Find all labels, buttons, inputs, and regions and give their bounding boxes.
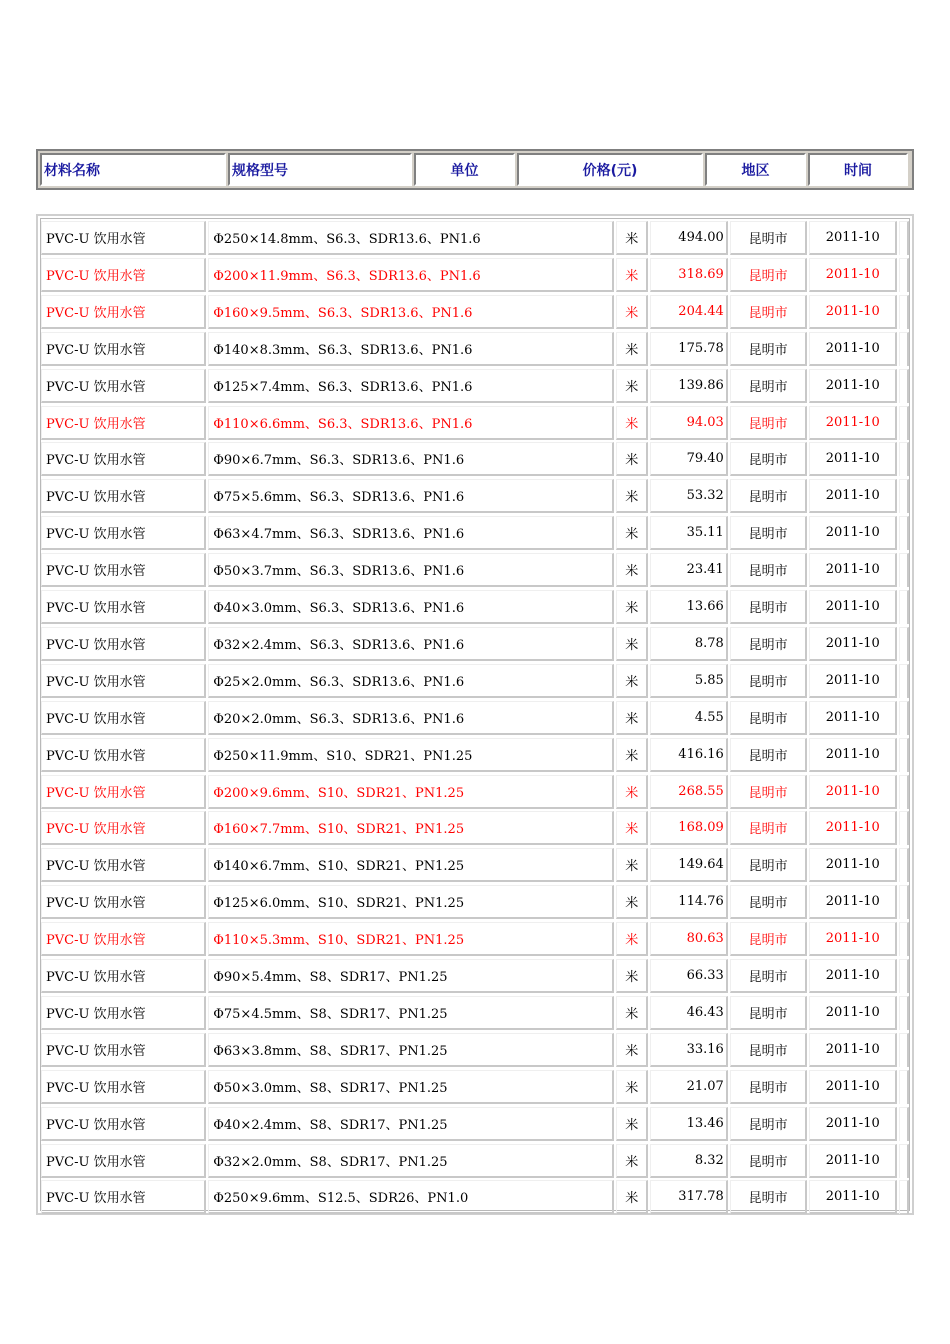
cell-spacer <box>899 332 909 366</box>
cell-unit: 米 <box>616 1107 648 1141</box>
cell-material-name: PVC-U 饮用水管 <box>41 811 206 845</box>
cell-material-name: PVC-U 饮用水管 <box>41 959 206 993</box>
cell-spec-model: Φ50×3.7mm、S6.3、SDR13.6、PN1.6 <box>208 553 614 587</box>
cell-material-name: PVC-U 饮用水管 <box>41 922 206 956</box>
table-row <box>41 883 909 920</box>
table-row <box>41 1142 909 1179</box>
cell-spec-model: Φ50×3.0mm、S8、SDR17、PN1.25 <box>208 1070 614 1104</box>
cell-price: 66.33 <box>650 959 728 993</box>
cell-price: 139.86 <box>650 369 728 403</box>
cell-unit: 米 <box>616 258 648 292</box>
cell-time: 2011-10 <box>809 1033 897 1067</box>
cell-spacer <box>899 516 909 550</box>
cell-material-name: PVC-U 饮用水管 <box>41 848 206 882</box>
cell-material-name: PVC-U 饮用水管 <box>41 1070 206 1104</box>
cell-time: 2011-10 <box>809 553 897 587</box>
cell-time: 2011-10 <box>809 406 897 440</box>
table-row <box>41 477 909 514</box>
cell-unit: 米 <box>616 553 648 587</box>
cell-unit: 米 <box>616 1144 648 1178</box>
cell-spec-model: Φ140×8.3mm、S6.3、SDR13.6、PN1.6 <box>208 332 614 366</box>
table-row <box>41 1178 909 1215</box>
header-region: 地区 <box>705 153 806 186</box>
cell-time: 2011-10 <box>809 1070 897 1104</box>
cell-spec-model: Φ250×11.9mm、S10、SDR21、PN1.25 <box>208 738 614 772</box>
table-row <box>41 1031 909 1068</box>
cell-price: 53.32 <box>650 479 728 513</box>
cell-time: 2011-10 <box>809 885 897 919</box>
cell-time: 2011-10 <box>809 1107 897 1141</box>
cell-spec-model: Φ160×7.7mm、S10、SDR21、PN1.25 <box>208 811 614 845</box>
cell-material-name: PVC-U 饮用水管 <box>41 775 206 809</box>
cell-unit: 米 <box>616 406 648 440</box>
cell-region: 昆明市 <box>730 922 808 956</box>
cell-material-name: PVC-U 饮用水管 <box>41 627 206 661</box>
price-table-body <box>40 218 910 1211</box>
cell-price: 79.40 <box>650 442 728 476</box>
cell-unit: 米 <box>616 959 648 993</box>
cell-region: 昆明市 <box>730 1107 808 1141</box>
cell-region: 昆明市 <box>730 885 808 919</box>
cell-spec-model: Φ110×5.3mm、S10、SDR21、PN1.25 <box>208 922 614 956</box>
cell-material-name: PVC-U 饮用水管 <box>41 332 206 366</box>
table-header <box>36 149 914 190</box>
table-row <box>41 1105 909 1142</box>
cell-spec-model: Φ140×6.7mm、S10、SDR21、PN1.25 <box>208 848 614 882</box>
cell-spacer <box>899 959 909 993</box>
cell-time: 2011-10 <box>809 332 897 366</box>
cell-region: 昆明市 <box>730 627 808 661</box>
cell-time: 2011-10 <box>809 258 897 292</box>
cell-region: 昆明市 <box>730 369 808 403</box>
cell-spec-model: Φ125×7.4mm、S6.3、SDR13.6、PN1.6 <box>208 369 614 403</box>
table-row <box>41 330 909 367</box>
cell-spec-model: Φ75×5.6mm、S6.3、SDR13.6、PN1.6 <box>208 479 614 513</box>
cell-time: 2011-10 <box>809 775 897 809</box>
cell-price: 494.00 <box>650 221 728 255</box>
cell-region: 昆明市 <box>730 406 808 440</box>
cell-unit: 米 <box>616 479 648 513</box>
table-row <box>41 1068 909 1105</box>
header-time: 时间 <box>808 153 908 186</box>
cell-time: 2011-10 <box>809 590 897 624</box>
cell-region: 昆明市 <box>730 479 808 513</box>
cell-region: 昆明市 <box>730 701 808 735</box>
cell-unit: 米 <box>616 442 648 476</box>
cell-spec-model: Φ63×4.7mm、S6.3、SDR13.6、PN1.6 <box>208 516 614 550</box>
cell-unit: 米 <box>616 775 648 809</box>
cell-spacer <box>899 1180 909 1214</box>
cell-material-name: PVC-U 饮用水管 <box>41 442 206 476</box>
table-row <box>41 293 909 330</box>
cell-unit: 米 <box>616 590 648 624</box>
cell-time: 2011-10 <box>809 922 897 956</box>
cell-spec-model: Φ32×2.0mm、S8、SDR17、PN1.25 <box>208 1144 614 1178</box>
cell-spacer <box>899 885 909 919</box>
header-price: 价格(元) <box>517 153 703 186</box>
cell-spec-model: Φ160×9.5mm、S6.3、SDR13.6、PN1.6 <box>208 295 614 329</box>
cell-price: 23.41 <box>650 553 728 587</box>
table-row <box>41 551 909 588</box>
cell-spacer <box>899 1107 909 1141</box>
table-row <box>41 367 909 404</box>
table-row <box>41 514 909 551</box>
cell-price: 8.78 <box>650 627 728 661</box>
cell-price: 268.55 <box>650 775 728 809</box>
table-row <box>41 256 909 293</box>
cell-price: 21.07 <box>650 1070 728 1104</box>
cell-spacer <box>899 664 909 698</box>
cell-unit: 米 <box>616 369 648 403</box>
cell-region: 昆明市 <box>730 332 808 366</box>
cell-unit: 米 <box>616 885 648 919</box>
cell-region: 昆明市 <box>730 996 808 1030</box>
cell-unit: 米 <box>616 516 648 550</box>
cell-material-name: PVC-U 饮用水管 <box>41 221 206 255</box>
cell-region: 昆明市 <box>730 848 808 882</box>
cell-price: 114.76 <box>650 885 728 919</box>
cell-material-name: PVC-U 饮用水管 <box>41 590 206 624</box>
cell-material-name: PVC-U 饮用水管 <box>41 885 206 919</box>
cell-price: 175.78 <box>650 332 728 366</box>
cell-spacer <box>899 369 909 403</box>
cell-material-name: PVC-U 饮用水管 <box>41 369 206 403</box>
cell-time: 2011-10 <box>809 848 897 882</box>
cell-price: 46.43 <box>650 996 728 1030</box>
cell-material-name: PVC-U 饮用水管 <box>41 258 206 292</box>
cell-unit: 米 <box>616 922 648 956</box>
cell-material-name: PVC-U 饮用水管 <box>41 1033 206 1067</box>
cell-price: 33.16 <box>650 1033 728 1067</box>
cell-material-name: PVC-U 饮用水管 <box>41 1107 206 1141</box>
cell-spacer <box>899 221 909 255</box>
cell-time: 2011-10 <box>809 295 897 329</box>
cell-time: 2011-10 <box>809 369 897 403</box>
cell-material-name: PVC-U 饮用水管 <box>41 479 206 513</box>
cell-spacer <box>899 442 909 476</box>
cell-time: 2011-10 <box>809 442 897 476</box>
table-row <box>41 219 909 256</box>
cell-region: 昆明市 <box>730 811 808 845</box>
cell-time: 2011-10 <box>809 664 897 698</box>
cell-spec-model: Φ90×6.7mm、S6.3、SDR13.6、PN1.6 <box>208 442 614 476</box>
cell-price: 416.16 <box>650 738 728 772</box>
cell-material-name: PVC-U 饮用水管 <box>41 996 206 1030</box>
cell-unit: 米 <box>616 1070 648 1104</box>
cell-price: 4.55 <box>650 701 728 735</box>
cell-unit: 米 <box>616 1033 648 1067</box>
cell-time: 2011-10 <box>809 221 897 255</box>
cell-time: 2011-10 <box>809 738 897 772</box>
cell-spacer <box>899 479 909 513</box>
cell-spacer <box>899 295 909 329</box>
cell-region: 昆明市 <box>730 775 808 809</box>
cell-price: 317.78 <box>650 1180 728 1214</box>
header-unit: 单位 <box>414 153 515 186</box>
cell-unit: 米 <box>616 295 648 329</box>
cell-price: 13.66 <box>650 590 728 624</box>
cell-price: 318.69 <box>650 258 728 292</box>
cell-region: 昆明市 <box>730 442 808 476</box>
cell-price: 80.63 <box>650 922 728 956</box>
table-row <box>41 662 909 699</box>
cell-region: 昆明市 <box>730 664 808 698</box>
cell-region: 昆明市 <box>730 553 808 587</box>
cell-spacer <box>899 553 909 587</box>
header-row <box>38 151 912 188</box>
cell-spacer <box>899 848 909 882</box>
cell-region: 昆明市 <box>730 959 808 993</box>
table-row <box>41 846 909 883</box>
table-row <box>41 994 909 1031</box>
cell-spacer <box>899 775 909 809</box>
cell-price: 149.64 <box>650 848 728 882</box>
cell-spec-model: Φ110×6.6mm、S6.3、SDR13.6、PN1.6 <box>208 406 614 440</box>
cell-material-name: PVC-U 饮用水管 <box>41 295 206 329</box>
cell-region: 昆明市 <box>730 738 808 772</box>
cell-spacer <box>899 922 909 956</box>
table-row <box>41 736 909 773</box>
cell-unit: 米 <box>616 996 648 1030</box>
cell-price: 204.44 <box>650 295 728 329</box>
cell-time: 2011-10 <box>809 627 897 661</box>
cell-price: 94.03 <box>650 406 728 440</box>
cell-unit: 米 <box>616 738 648 772</box>
cell-material-name: PVC-U 饮用水管 <box>41 1144 206 1178</box>
cell-region: 昆明市 <box>730 1070 808 1104</box>
cell-price: 5.85 <box>650 664 728 698</box>
cell-spec-model: Φ25×2.0mm、S6.3、SDR13.6、PN1.6 <box>208 664 614 698</box>
cell-price: 8.32 <box>650 1144 728 1178</box>
cell-spacer <box>899 811 909 845</box>
cell-spacer <box>899 1033 909 1067</box>
cell-spec-model: Φ20×2.0mm、S6.3、SDR13.6、PN1.6 <box>208 701 614 735</box>
cell-material-name: PVC-U 饮用水管 <box>41 553 206 587</box>
cell-unit: 米 <box>616 627 648 661</box>
cell-spacer <box>899 701 909 735</box>
cell-spec-model: Φ40×3.0mm、S6.3、SDR13.6、PN1.6 <box>208 590 614 624</box>
table-row <box>41 699 909 736</box>
table-row <box>41 957 909 994</box>
cell-price: 168.09 <box>650 811 728 845</box>
cell-time: 2011-10 <box>809 959 897 993</box>
cell-material-name: PVC-U 饮用水管 <box>41 406 206 440</box>
cell-time: 2011-10 <box>809 516 897 550</box>
cell-price: 35.11 <box>650 516 728 550</box>
cell-time: 2011-10 <box>809 811 897 845</box>
table-row <box>41 773 909 810</box>
cell-time: 2011-10 <box>809 479 897 513</box>
table-row <box>41 404 909 441</box>
table-row <box>41 809 909 846</box>
cell-region: 昆明市 <box>730 1033 808 1067</box>
cell-unit: 米 <box>616 848 648 882</box>
cell-spec-model: Φ250×14.8mm、S6.3、SDR13.6、PN1.6 <box>208 221 614 255</box>
cell-region: 昆明市 <box>730 590 808 624</box>
cell-time: 2011-10 <box>809 1180 897 1214</box>
cell-region: 昆明市 <box>730 1180 808 1214</box>
cell-unit: 米 <box>616 811 648 845</box>
table-row <box>41 440 909 477</box>
price-table <box>36 214 914 1215</box>
cell-spacer <box>899 996 909 1030</box>
cell-unit: 米 <box>616 332 648 366</box>
cell-spec-model: Φ40×2.4mm、S8、SDR17、PN1.25 <box>208 1107 614 1141</box>
cell-spec-model: Φ125×6.0mm、S10、SDR21、PN1.25 <box>208 885 614 919</box>
cell-spacer <box>899 258 909 292</box>
cell-unit: 米 <box>616 701 648 735</box>
table-row <box>41 625 909 662</box>
cell-spacer <box>899 738 909 772</box>
cell-region: 昆明市 <box>730 295 808 329</box>
header-material-name: 材料名称 <box>40 153 226 186</box>
cell-region: 昆明市 <box>730 1144 808 1178</box>
cell-spec-model: Φ200×9.6mm、S10、SDR21、PN1.25 <box>208 775 614 809</box>
cell-time: 2011-10 <box>809 1144 897 1178</box>
header-spec-model: 规格型号 <box>228 153 412 186</box>
cell-spacer <box>899 627 909 661</box>
cell-spec-model: Φ63×3.8mm、S8、SDR17、PN1.25 <box>208 1033 614 1067</box>
cell-spacer <box>899 590 909 624</box>
cell-time: 2011-10 <box>809 996 897 1030</box>
cell-material-name: PVC-U 饮用水管 <box>41 738 206 772</box>
cell-material-name: PVC-U 饮用水管 <box>41 664 206 698</box>
cell-region: 昆明市 <box>730 516 808 550</box>
table-row <box>41 920 909 957</box>
cell-region: 昆明市 <box>730 258 808 292</box>
cell-spec-model: Φ250×9.6mm、S12.5、SDR26、PN1.0 <box>208 1180 614 1214</box>
cell-material-name: PVC-U 饮用水管 <box>41 701 206 735</box>
cell-spacer <box>899 406 909 440</box>
cell-material-name: PVC-U 饮用水管 <box>41 1180 206 1214</box>
cell-unit: 米 <box>616 1180 648 1214</box>
cell-spec-model: Φ32×2.4mm、S6.3、SDR13.6、PN1.6 <box>208 627 614 661</box>
cell-spec-model: Φ90×5.4mm、S8、SDR17、PN1.25 <box>208 959 614 993</box>
cell-price: 13.46 <box>650 1107 728 1141</box>
cell-spacer <box>899 1070 909 1104</box>
cell-spacer <box>899 1144 909 1178</box>
table-row <box>41 588 909 625</box>
cell-unit: 米 <box>616 664 648 698</box>
cell-time: 2011-10 <box>809 701 897 735</box>
cell-material-name: PVC-U 饮用水管 <box>41 516 206 550</box>
cell-unit: 米 <box>616 221 648 255</box>
cell-region: 昆明市 <box>730 221 808 255</box>
cell-spec-model: Φ200×11.9mm、S6.3、SDR13.6、PN1.6 <box>208 258 614 292</box>
cell-spec-model: Φ75×4.5mm、S8、SDR17、PN1.25 <box>208 996 614 1030</box>
